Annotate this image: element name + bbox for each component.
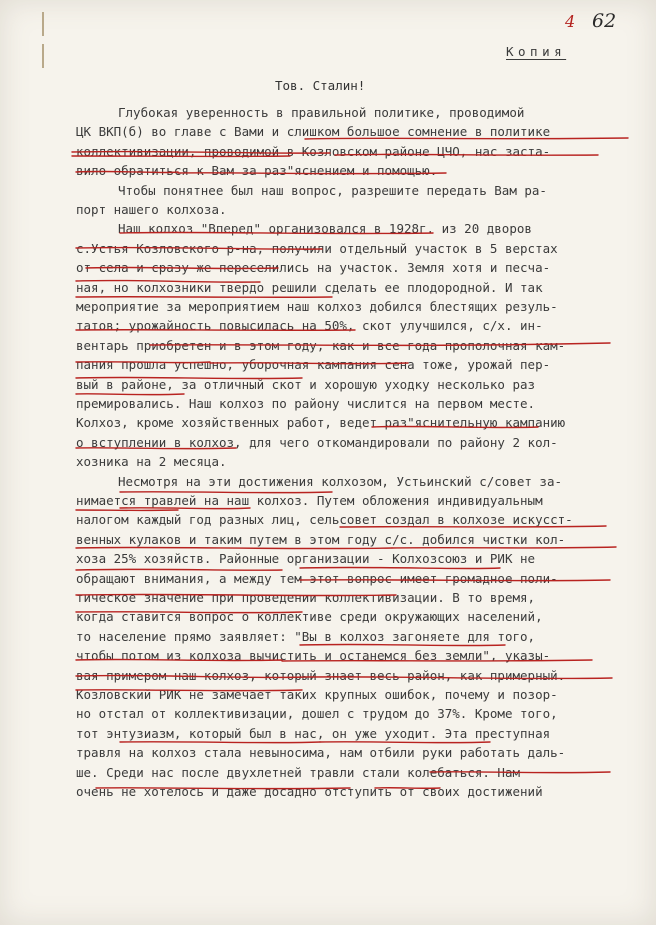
text-line: ная, но колхозники твердо решили сделать ее плодородной. И так (76, 279, 543, 295)
text-line: Наш колхоз "Вперед" организовался в 1928г. из 20 дворов (118, 221, 532, 237)
text-line: ше. Среди нас после двухлетней травли стали колебаться. Нам (76, 764, 521, 780)
text-line: Несмотря на эти достижения колхозом, Устьинский с/совет за- (118, 473, 563, 489)
text-line: премировались. Наш колхоз по району числится на первом месте. (76, 396, 536, 411)
text-line: травля на колхоз стала невыносима, нам отбили руки работать даль- (76, 745, 566, 761)
text-line: татов; урожайность повысилась на 50%, скот улучшился, с/х. ин- (76, 318, 543, 334)
text-line: пания прошла успешно, уборочная кампания сена тоже, урожай пер- (76, 357, 551, 373)
text-line: Колхоз, кроме хозяйственных работ, ведет раз"яснительную кампанию (76, 415, 566, 431)
text-line: вило обратиться к Вам за раз"яснением и помощью. (76, 163, 438, 179)
text-line: Глубокая уверенность в правильной политике, проводимой (118, 105, 525, 120)
text-line: порт нашего колхоза. (76, 202, 227, 217)
text-line: хозника на 2 месяца. (76, 454, 227, 470)
text-line: хоза 25% хозяйств. Районные организации - Колхозсоюз и РИК не (76, 551, 536, 567)
text-line: мероприятие за мероприятием наш колхоз добился блестящих резуль- (76, 299, 558, 314)
text-line: тот энтузиазм, который был в нас, он уже уходит. Эта преступная (76, 725, 551, 741)
salutation: Тов. Сталин! (275, 78, 366, 93)
text-line: коллективизации, проводимой в Козловском районе ЦЧО, нас заста- (76, 143, 551, 159)
text-line: чтобы потом из колхоза вычистить и останемся без земли", указы- (76, 648, 551, 664)
text-line: вентарь приобретен и в этом году, как и все года прополочная кам- (76, 337, 566, 353)
text-line: о вступлении в колхоз, для чего откомандировали по району 2 кол- (76, 434, 558, 450)
text-line: налогом каждый год разных лиц, сельсовет создал в колхозе искусст- (76, 512, 573, 528)
text-line: от села и сразу же переселились на участок. Земля хотя и песча- (76, 260, 551, 276)
page-number: 62 (592, 10, 617, 32)
text-line: венных кулаков и таким путем в этом году с/с. добился чистки кол- (76, 531, 566, 547)
text-line: очень не хотелось и даже досадно отступить от своих достижений (76, 784, 543, 799)
text-line: нимается травлей на наш колхоз. Путем обложения индивидуальным (76, 493, 543, 508)
copy-label: Копия (506, 44, 567, 59)
text-line: то население прямо заявляет: "Вы в колхоз загоняете для того, (76, 628, 536, 644)
text-line: обращают внимания, а между тем этот вопрос имеет громадное поли- (76, 570, 558, 586)
text-line: но отстал от коллективизации, дошел с трудом до 37%. Кроме того, (76, 706, 558, 722)
red-page-mark: 4 (565, 12, 576, 31)
text-line: когда ставится вопрос о коллективе среди окружающих населений, (76, 609, 543, 625)
text-line: с.Устья Козловского р-на, получили отдельный участок в 5 верстах (76, 240, 558, 256)
text-line: вая примером наш колхоз, который знает весь район, как примерный. (76, 667, 566, 683)
text-line: тическое значение при проведении коллективизации. В то время, (76, 590, 536, 605)
text-line: Козловский РИК не замечает таких крупных ошибок, почему и позор- (76, 687, 558, 702)
text-line: вый в районе, за отличный скот и хорошую уходку несколько раз (76, 376, 536, 392)
text-line: ЦК ВКП(б) во главе с Вами и слишком большое сомнение в политике (76, 124, 551, 140)
text-line: Чтобы понятнее был наш вопрос, разрешите передать Вам ра- (118, 182, 547, 198)
